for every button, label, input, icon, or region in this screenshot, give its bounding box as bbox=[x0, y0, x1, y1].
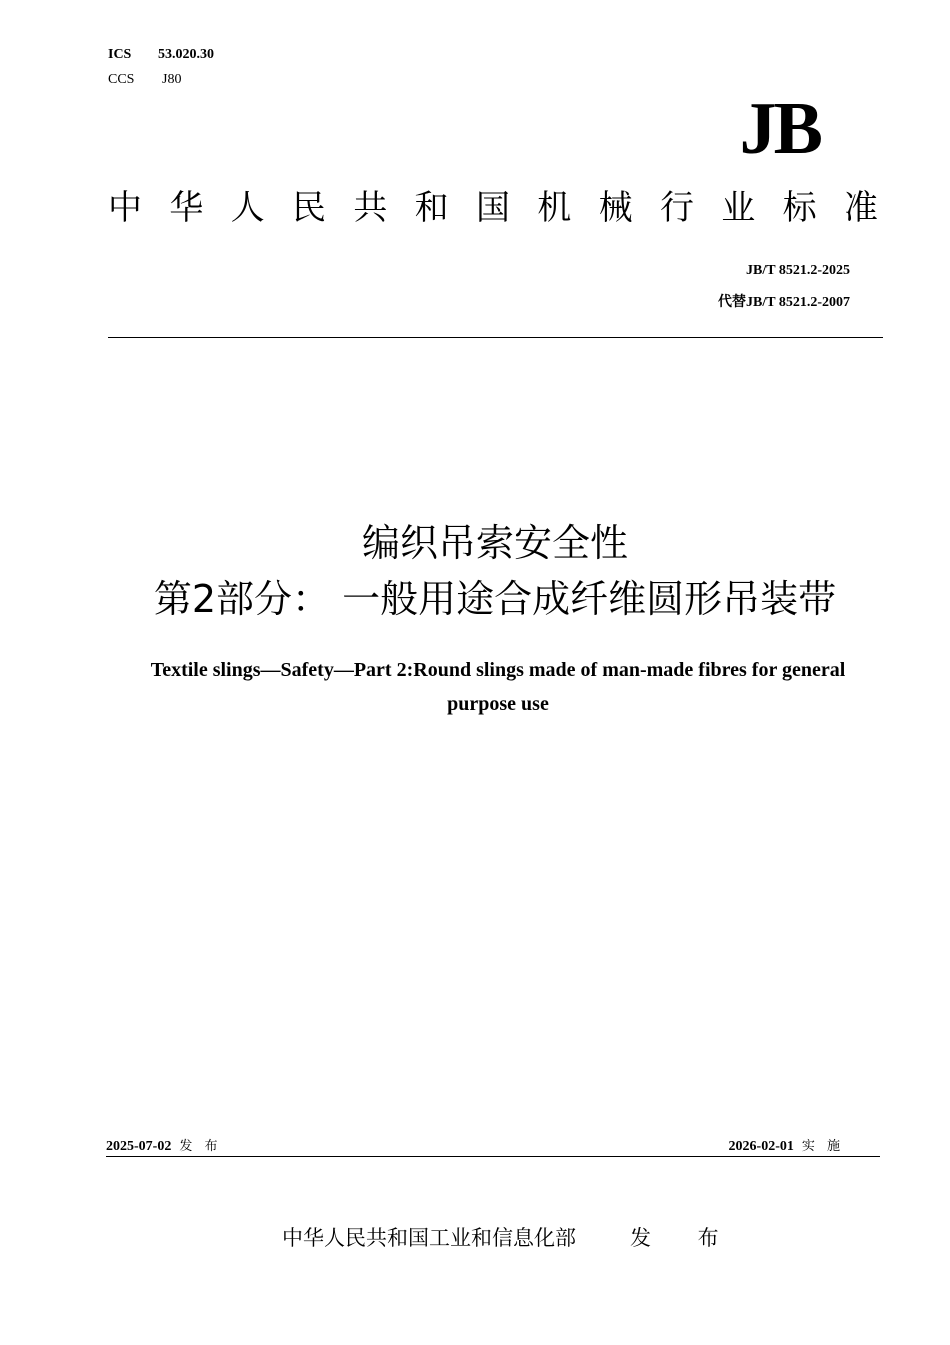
implement-date: 2026-02-01 bbox=[728, 1139, 794, 1154]
issue-label: 发 布 bbox=[179, 1139, 222, 1154]
english-title-line-2: purpose use bbox=[447, 693, 549, 715]
jb-logo: JB bbox=[739, 88, 820, 170]
publisher-name: 中华人民共和国工业和信息化部 bbox=[282, 1226, 576, 1250]
ccs-code: J80 bbox=[162, 72, 182, 87]
publish-label: 发 布 bbox=[630, 1226, 739, 1250]
chinese-title-line-1: 编织吊索安全性 bbox=[361, 521, 628, 565]
implement-label: 实 施 bbox=[801, 1139, 844, 1154]
standard-category-char: 标 bbox=[782, 188, 817, 228]
standard-category-char: 机 bbox=[537, 188, 572, 228]
standard-number: JB/T 8521.2-2025 bbox=[746, 263, 850, 278]
ics-classification bbox=[108, 47, 214, 63]
chinese-title-line-2: 第2部分： 一般用途合成纤维圆形吊装带 bbox=[153, 577, 837, 621]
standard-category-title bbox=[108, 186, 878, 230]
standard-category-char: 械 bbox=[598, 188, 633, 228]
standard-category-char: 人 bbox=[230, 188, 265, 228]
header-divider bbox=[108, 337, 883, 338]
standard-category-char: 国 bbox=[475, 188, 510, 228]
implement-date-group bbox=[729, 1137, 844, 1156]
standard-category-char: 业 bbox=[721, 188, 756, 228]
standard-category-char: 华 bbox=[169, 188, 204, 228]
standard-category-char: 中 bbox=[108, 188, 142, 228]
issue-date: 2025-07-02 bbox=[106, 1139, 172, 1154]
standard-category-char: 和 bbox=[414, 188, 449, 228]
english-title-line-1: Textile slings—Safety—Part 2:Round slings made of man-made fibres for general bbox=[150, 659, 846, 681]
ics-code: 53.020.30 bbox=[158, 47, 214, 62]
replaces-standard-number: 代替JB/T 8521.2-2007 bbox=[718, 295, 850, 310]
date-row bbox=[106, 1137, 880, 1157]
standard-category-char: 民 bbox=[291, 188, 326, 228]
ccs-label: CCS bbox=[108, 72, 135, 87]
standard-category-char: 准 bbox=[843, 188, 878, 228]
standard-category-char: 共 bbox=[353, 188, 388, 228]
issue-date-group bbox=[106, 1137, 221, 1156]
ccs-classification bbox=[108, 72, 181, 88]
standard-category-char: 行 bbox=[659, 188, 694, 228]
ics-label: ICS bbox=[108, 47, 132, 62]
